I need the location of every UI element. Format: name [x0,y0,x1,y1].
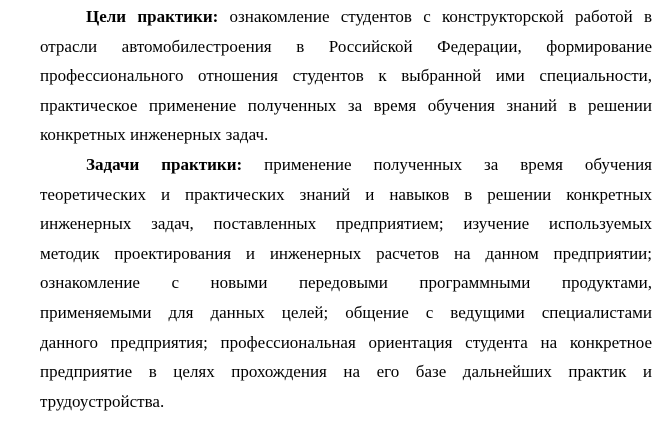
goals-text-line: ознакомление студентов с конструкторской работой в [229,7,653,26]
tasks-text-line: трудоустройства. [40,391,165,411]
paragraph-goals-line-1 [86,2,652,32]
goals-text-line: отрасли автомобилестроения в Российской Федерации, формирование [40,36,652,56]
tasks-text-line: данного предприятия; профессиональная ориентация студента на конкретное [40,332,652,352]
goals-text-line: практическое применение полученных за время обучения знаний в решении [40,95,652,115]
tasks-text-line: ознакомление с новыми передовыми программными продуктами, [40,273,652,293]
tasks-text-line: применяемыми для данных целей; общение с ведущими специалистами [40,303,652,322]
paragraph-tasks-line-1 [86,150,652,180]
goals-text-line: конкретных инженерных задач. [40,125,269,145]
tasks-text-line: методик проектирования и инженерных расчетов на данном предприятии; [40,243,652,263]
tasks-heading: Задачи практики: [86,155,243,174]
goals-text-line: профессионального отношения студентов к выбранной ими специальности, [40,66,652,86]
tasks-text-line: применение полученных за время обучения [264,155,652,174]
tasks-text-line: инженерных задач, поставленных предприятием; изучение используемых [40,214,652,234]
tasks-text-line: теоретических и практических знаний и навыков в решении конкретных [40,184,652,204]
tasks-text-line: предприятие в целях прохождения на его базе дальнейших практик и [40,362,652,382]
goals-heading: Цели практики: [86,7,219,26]
